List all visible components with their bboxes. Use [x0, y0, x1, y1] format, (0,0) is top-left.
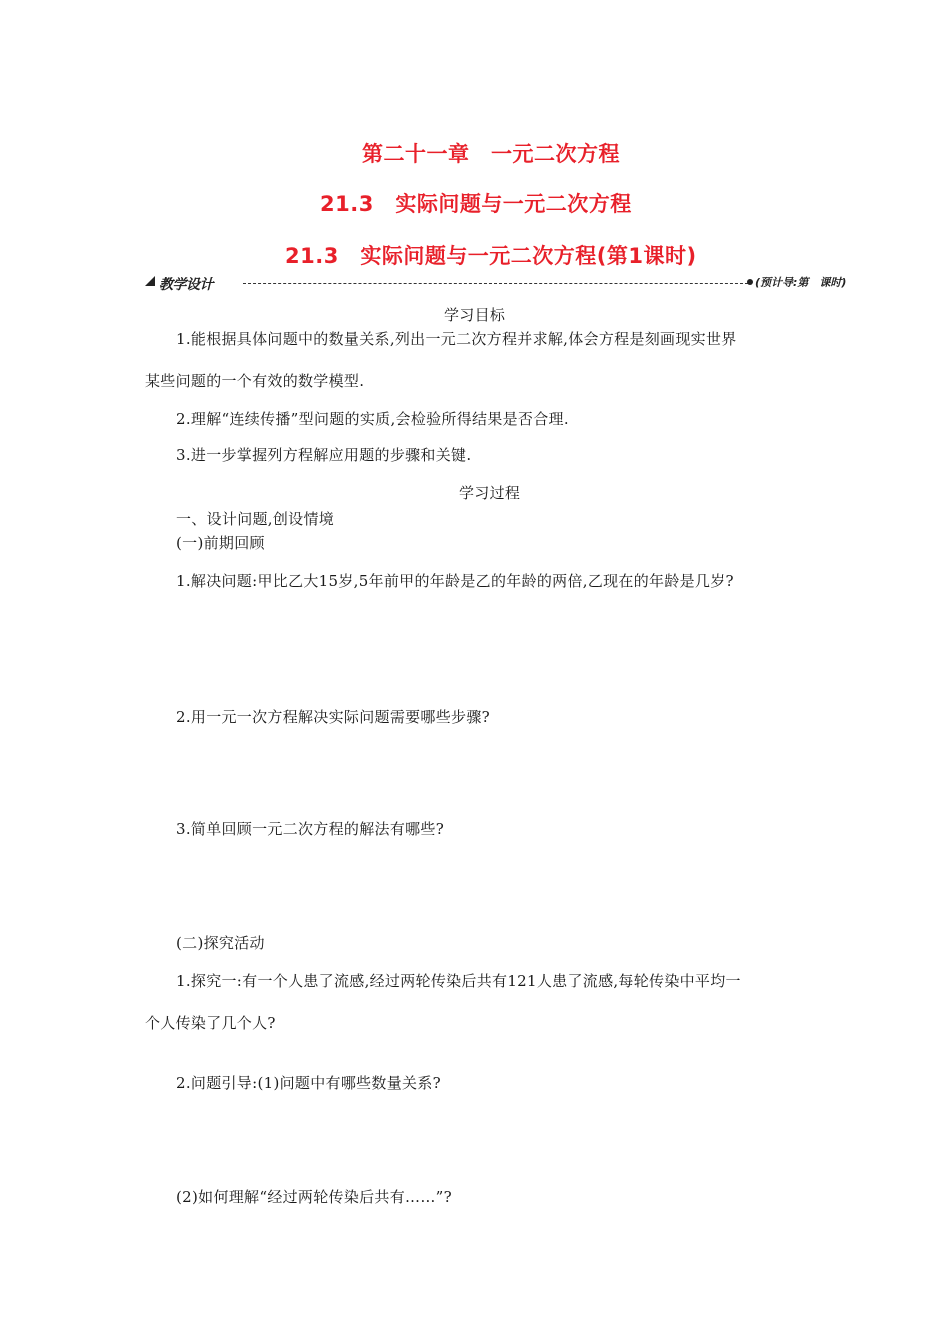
banner-corner-mark	[145, 276, 155, 286]
chapter-title: 第二十一章 一元二次方程	[362, 142, 620, 166]
objective-1-line-2: 某些问题的一个有效的数学模型.	[145, 372, 365, 390]
explore-heading: (二)探究活动	[176, 934, 265, 952]
process-part-1: 一、设计问题,创设情境	[176, 510, 335, 528]
review-heading: (一)前期回顾	[176, 534, 265, 552]
banner-dotted-rule	[243, 283, 748, 284]
explore-question-2: 2.问题引导:(1)问题中有哪些数量关系?	[176, 1074, 441, 1092]
banner-tail-label: (预计导:第 课时)	[755, 276, 847, 289]
objectives-heading: 学习目标	[444, 306, 506, 324]
objective-1-line-1: 1.能根据具体问题中的数量关系,列出一元二次方程并求解,体会方程是刻画现实世界	[176, 330, 737, 348]
explore-question-1-line-1: 1.探究一:有一个人患了流感,经过两轮传染后共有121人患了流感,每轮传染中平均一	[176, 972, 741, 990]
explore-question-3: (2)如何理解“经过两轮传染后共有……”?	[176, 1188, 452, 1206]
section-title: 21.3 实际问题与一元二次方程	[320, 192, 632, 216]
banner-label: 教学设计	[159, 277, 213, 293]
review-question-2: 2.用一元一次方程解决实际问题需要哪些步骤?	[176, 708, 490, 726]
objective-3: 3.进一步掌握列方程解应用题的步骤和关键.	[176, 446, 472, 464]
section-banner	[145, 272, 857, 294]
lesson-title: 21.3 实际问题与一元二次方程(第1课时)	[285, 244, 697, 268]
review-question-1: 1.解决问题:甲比乙大15岁,5年前甲的年龄是乙的年龄的两倍,乙现在的年龄是几岁?	[176, 572, 734, 590]
banner-bullet-icon	[747, 279, 753, 285]
review-question-3: 3.简单回顾一元二次方程的解法有哪些?	[176, 820, 445, 838]
process-heading: 学习过程	[459, 484, 521, 502]
objective-2: 2.理解“连续传播”型问题的实质,会检验所得结果是否合理.	[176, 410, 569, 428]
explore-question-1-line-2: 个人传染了几个人?	[145, 1014, 276, 1032]
